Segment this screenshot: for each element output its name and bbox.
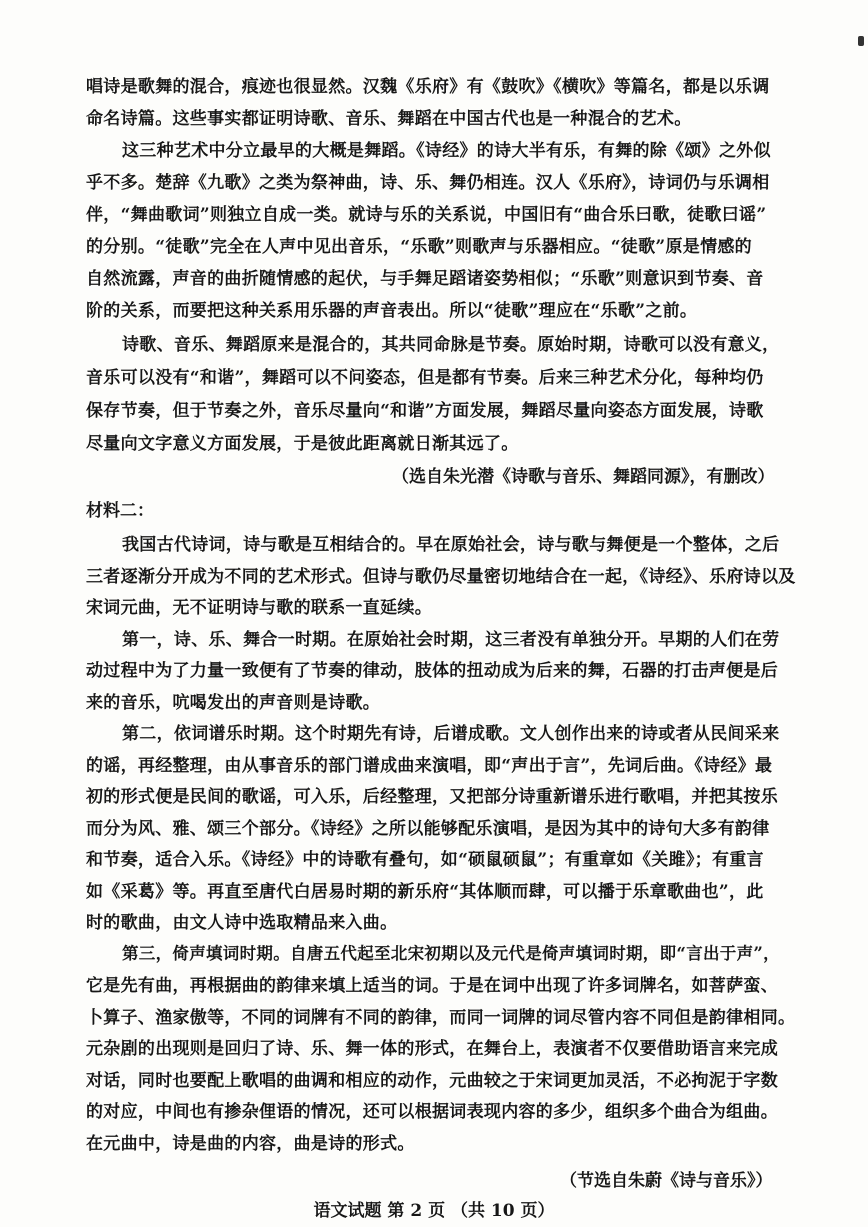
material2-line: 而分为风、雅、颂三个部分。《诗经》之所以能够配乐演唱，是因为其中的诗句大多有韵律: [86, 819, 770, 839]
material2-line: 的谣，再经整理，由从事音乐的部门谱成曲来演唱，即“声出于言”，先词后曲。《诗经》最: [86, 756, 773, 776]
material2-line: 动过程中为了力量一致便有了节奏的律动，肢体的扭动成为后来的舞，石器的打击声便是后: [86, 661, 778, 681]
material2-line: 的对应，中间也有掺杂俚语的情况，还可以根据词表现内容的多少，组织多个曲合为组曲。: [86, 1102, 778, 1122]
material2-line: 在元曲中，诗是曲的内容，曲是诗的形式。: [86, 1134, 415, 1154]
material2-line: 第三，倚声填词时期。自唐五代起至北宋初期以及元代是倚声填词时期，即“言出于声”，: [122, 944, 780, 963]
material2-line: 第一，诗、乐、舞合一时期。在原始社会时期，这三者没有单独分开。早期的人们在劳: [122, 630, 780, 650]
material2-source: （节选自朱蔚《诗与音乐》）: [560, 1171, 773, 1191]
material2-line: 对话，同时也要配上歌唱的曲调和相应的动作，元曲较之于宋词更加灵活，不必拘泥于字数: [86, 1071, 778, 1091]
material2-line: 它是先有曲，再根据曲的韵律来填上适当的词。于是在词中出现了许多词牌名，如菩萨蛮、: [86, 976, 778, 996]
material1-line: 这三种艺术中分立最早的大概是舞蹈。《诗经》的诗大半有乐，有舞的除《颂》之外似: [122, 141, 771, 161]
material1-line: 自然流露，声音的曲折随情感的起伏，与手舞足蹈诸姿势相似；“乐歌”则意识到节奏、音: [86, 269, 764, 289]
material2-line: 卜算子、渔家傲等，不同的词牌有不同的韵律，而同一词牌的词尽管内容不同但是韵律相同。: [86, 1008, 796, 1028]
material1-line: 诗歌、音乐、舞蹈原来是混合的，其共同命脉是节奏。原始时期，诗歌可以没有意义，: [122, 335, 780, 355]
material2-line: 初的形式便是民间的歌谣，可入乐，后经整理，又把部分诗重新谱乐进行歌唱，并把其按乐: [86, 787, 778, 807]
material1-line: 乎不多。楚辞《九歌》之类为祭神曲，诗、乐、舞仍相连。汉人《乐府》，诗词仍与乐调相: [86, 173, 770, 193]
material1-line: 尽量向文字意义方面发展，于是彼此距离就日渐其远了。: [86, 434, 519, 454]
material2-line: 三者逐渐分开成为不同的艺术形式。但诗与歌仍尽量密切地结合在一起，《诗经》、乐府诗以及: [86, 567, 796, 587]
material2-line: 我国古代诗词，诗与歌是互相结合的。早在原始社会，诗与歌与舞便是一个整体，之后: [122, 535, 780, 555]
scan-edge-mark: [858, 36, 864, 46]
material1-line: 的分别。“徒歌”完全在人声中见出音乐，“乐歌”则歌声与乐器相应。“徒歌”原是情感的: [86, 237, 752, 257]
material2-heading: 材料二：: [86, 501, 154, 521]
material1-line: 伴，“舞曲歌词”则独立自成一类。就诗与乐的关系说，中国旧有“曲合乐曰歌，徒歌曰谣”: [86, 205, 767, 225]
material1-line: 命名诗篇。这些事实都证明诗歌、音乐、舞蹈在中国古代也是一种混合的艺术。: [86, 109, 692, 129]
material2-line: 宋词元曲，无不证明诗与歌的联系一直延续。: [86, 598, 432, 618]
material1-line: 音乐可以没有“和谐”，舞蹈可以不问姿态，但是都有节奏。后来三种艺术分化，每种均仍: [86, 368, 764, 388]
material1-source: （选自朱光潜《诗歌与音乐、舞蹈同源》，有删改）: [392, 467, 775, 487]
material1-line: 唱诗是歌舞的混合，痕迹也很显然。汉魏《乐府》有《鼓吹》《横吹》等篇名，都是以乐调: [86, 77, 770, 97]
material2-line: 元杂剧的出现则是回归了诗、乐、舞一体的形式，在舞台上，表演者不仅要借助语言来完成: [86, 1039, 778, 1059]
material2-line: 来的音乐，吭喝发出的声音则是诗歌。: [86, 693, 381, 713]
material2-line: 时的歌曲，由文人诗中选取精品来入曲。: [86, 913, 398, 933]
material1-line: 保存节奏，但于节奏之外，音乐尽量向“和谐”方面发展，舞蹈尽量向姿态方面发展，诗歌: [86, 401, 764, 421]
material2-line: 第二，依词谱乐时期。这个时期先有诗，后谱成歌。文人创作出来的诗或者从民间采来: [122, 724, 780, 744]
material2-line: 如《采葛》等。再直至唐代白居易时期的新乐府“其体顺而肆，可以播于乐章歌曲也”，此: [86, 882, 764, 902]
material1-line: 阶的关系，而要把这种关系用乐器的声音表出。所以“徒歌”理应在“乐歌”之前。: [86, 301, 698, 321]
material2-line: 和节奏，适合入乐。《诗经》中的诗歌有叠句，如“硕鼠硕鼠”；有重章如《关雎》；有重言: [86, 850, 764, 870]
page-footer: 语文试题 第 2 页 （共 10 页）: [313, 1201, 555, 1221]
